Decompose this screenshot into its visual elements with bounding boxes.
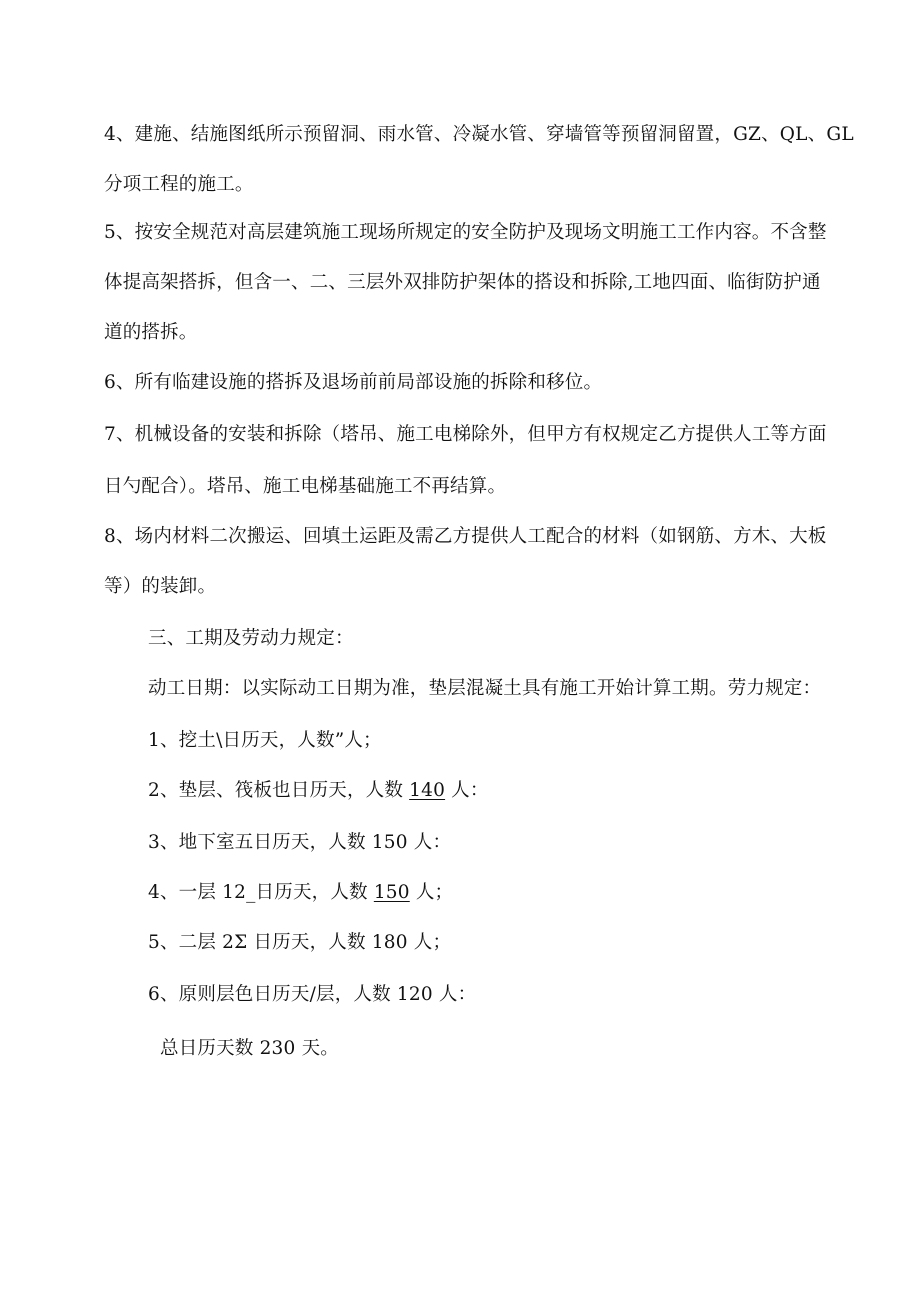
- labor-item-4-prefix: 4、一层 12_日历天，人数: [148, 882, 374, 903]
- item-5-line-2: 体提高架搭拆，但含一、二、三层外双排防护架体的搭设和拆除,工地四面、临街防护通: [104, 272, 821, 293]
- labor-item-4-count: 150: [373, 882, 410, 903]
- item-6-line-1: 6、所有临建设施的搭拆及退场前前局部设施的拆除和移位。: [104, 372, 603, 393]
- item-4-line-1: 4、建施、结施图纸所示预留洞、雨水管、冷凝水管、穿墙管等预留洞留置，GZ、QL、GL: [104, 124, 854, 145]
- labor-item-3: 3、地下室五日历天，人数 150 人：: [148, 832, 452, 853]
- labor-item-2-count: 140: [409, 780, 446, 801]
- item-7-line-1: 7、机械设备的安装和拆除（塔吊、施工电梯除外，但甲方有权规定乙方提供人工等方面: [104, 424, 827, 445]
- labor-item-4: [148, 880, 453, 906]
- item-8-line-2: 等）的装卸。: [104, 576, 217, 597]
- labor-item-1: 1、挖土\日历天，人数”人；: [148, 730, 382, 751]
- labor-item-6: 6、原则层色日历天/层，人数 120 人：: [148, 984, 477, 1005]
- section-3-heading: 三、工期及劳动力规定：: [148, 628, 354, 649]
- item-8-line-1: 8、场内材料二次搬运、回填土运距及需乙方提供人工配合的材料（如钢筋、方木、大板: [104, 526, 827, 547]
- total-days: 总日历天数 230 天。: [160, 1038, 339, 1059]
- labor-item-4-suffix: 人；: [409, 882, 454, 903]
- start-date-paragraph: 动工日期：以实际动工日期为准，垫层混凝土具有施工开始计算工期。劳力规定：: [148, 678, 822, 699]
- labor-item-5: 5、二层 2Σ 日历天，人数 180 人；: [148, 932, 452, 953]
- labor-item-2-prefix: 2、垫层、筏板也日历天，人数: [148, 780, 410, 801]
- item-5-line-1: 5、按安全规范对高层建筑施工现场所规定的安全防护及现场文明施工工作内容。不含整: [104, 222, 827, 243]
- item-4-line-2: 分项工程的施工。: [104, 174, 254, 195]
- labor-item-2-suffix: 人：: [445, 780, 489, 801]
- item-7-line-2: 日勺配合）。塔吊、施工电梯基础施工不再结算。: [104, 476, 507, 497]
- labor-item-2: [148, 778, 489, 804]
- item-5-line-3: 道的搭拆。: [104, 322, 198, 343]
